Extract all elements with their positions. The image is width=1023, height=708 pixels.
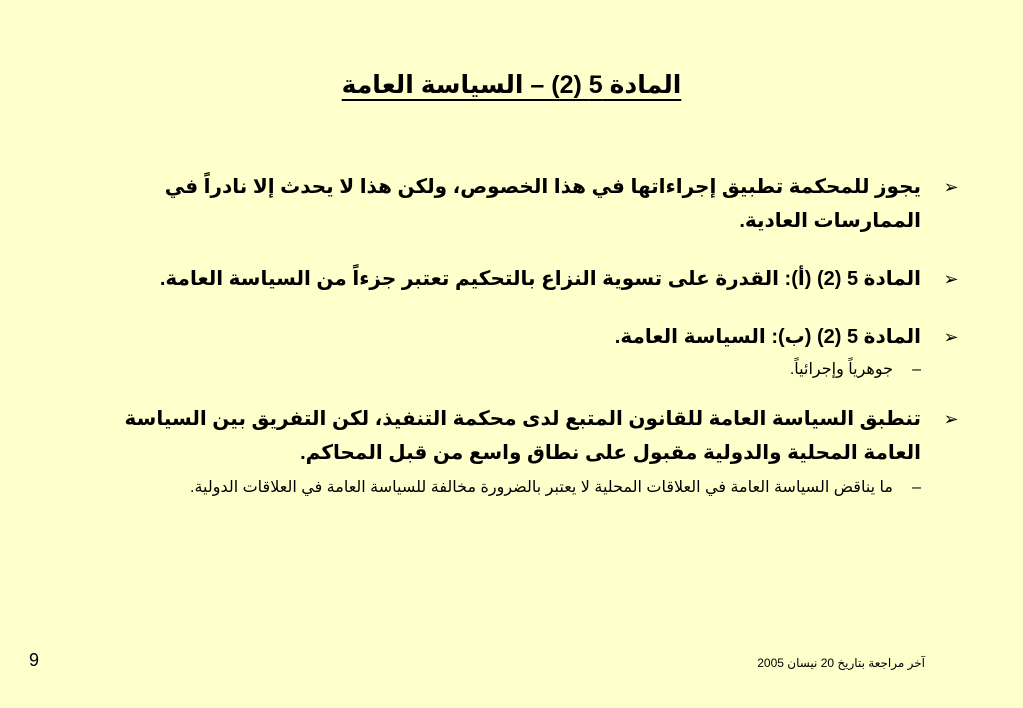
bullet-item <box>66 320 961 354</box>
dash-bullet-icon: – <box>912 361 921 378</box>
arrow-bullet-icon: ➢ <box>943 409 959 429</box>
bullet-item <box>66 402 961 470</box>
bullet-item <box>66 262 961 296</box>
sub-bullet-text: ما يناقض السياسة العامة في العلاقات المحلية لا يعتبر بالضرورة مخالفة للسياسة العامة في العلاقات الدولية. <box>190 479 893 496</box>
bullet-text: تنطبق السياسة العامة للقانون المتبع لدى محكمة التنفيذ، لكن التفريق بين السياسة العامة المحلية والدولية مقبول على نطاق واسع من قبل المحاكم. <box>124 408 921 464</box>
sub-bullet-item <box>66 358 961 382</box>
bullet-text: المادة 5 (2) (ب): السياسة العامة. <box>614 326 921 348</box>
arrow-bullet-icon: ➢ <box>943 327 959 347</box>
bullet-item <box>66 170 961 238</box>
slide-title-text: المادة 5 (2) – السياسة العامة <box>341 71 682 99</box>
arrow-bullet-icon: ➢ <box>943 177 959 197</box>
arrow-bullet-icon: ➢ <box>943 269 959 289</box>
bullet-text: المادة 5 (2) (أ): القدرة على تسوية النزاع بالتحكيم تعتبر جزءاً من السياسة العامة. <box>159 268 921 290</box>
sub-bullet-item <box>66 476 961 500</box>
bullet-text: يجوز للمحكمة تطبيق إجراءاتها في هذا الخصوص، ولكن هذا لا يحدث إلا نادراً في الممارسات العادية. <box>164 176 921 232</box>
dash-bullet-icon: – <box>912 479 921 496</box>
slide-title <box>0 70 1023 100</box>
footer-revision-date: آخر مراجعة بتاريخ 20 نيسان 2005 <box>757 656 925 670</box>
bullet-list <box>66 170 961 500</box>
sub-bullet-text: جوهرياً وإجرائياً. <box>789 361 893 378</box>
page-number: 9 <box>29 650 40 670</box>
